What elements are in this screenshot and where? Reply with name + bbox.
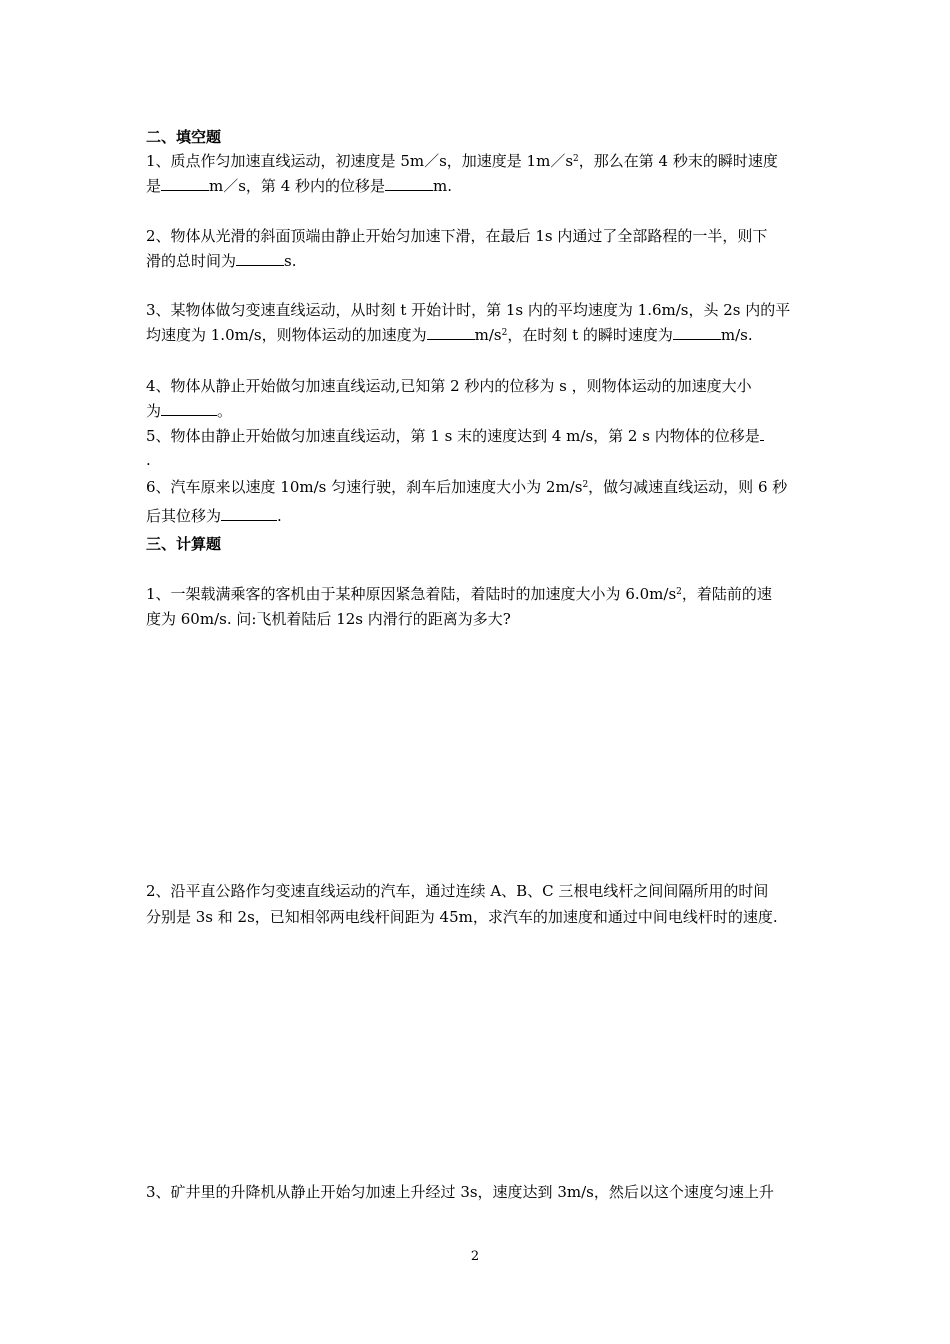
fill-q4-line1: 4、物体从静止开始做匀加速直线运动,已知第 2 秒内的位移为 s ，则物体运动的加速度大小: [146, 377, 752, 395]
fill-q3-line2: 均速度为 1.0m/s，则物体运动的加速度为 $m/s^2$，在时刻 t 的瞬时速度为 m/s.: [146, 326, 753, 344]
fill-blank-heading: 二、填空题: [146, 128, 222, 146]
fill-q5-line1: 5、物体由静止开始做匀加速直线运动，第 1 s 末的速度达到 4 m/s，第 2 s 内物体的位移是: [146, 426, 764, 446]
calc-q3-line1: 3、矿井里的升降机从静止开始匀加速上升经过 3s，速度达到 3m/s，然后以这个速度匀速上升: [146, 1183, 774, 1201]
fill-q3-line1: 3、某物体做匀变速直线运动，从时刻 t 开始计时，第 1s 内的平均速度为 1.6m/s，头 2s 内的平: [146, 301, 791, 319]
answer-blank[interactable]: [760, 426, 764, 441]
fill-q2-line1: 2、物体从光滑的斜面顶端由静止开始匀加速下滑，在最后 1s 内通过了全部路程的一半，则下: [146, 227, 768, 245]
calc-q2-line2: 分别是 3s 和 2s，已知相邻两电线杆间距为 45m，求汽车的加速度和通过中间电线杆时的速度.: [146, 908, 778, 926]
answer-blank[interactable]: [673, 325, 721, 340]
answer-blank[interactable]: [236, 251, 284, 266]
answer-blank[interactable]: [427, 325, 475, 340]
answer-blank[interactable]: [385, 176, 433, 191]
fill-q1-line2: 是 m／s，第 4 秒内的位移是 m.: [146, 177, 453, 195]
fill-q5-line2: .: [146, 451, 151, 469]
calc-q2-line1: 2、沿平直公路作匀变速直线运动的汽车，通过连续 A、B、C 三根电线杆之间间隔所用的时间: [146, 882, 769, 900]
fill-q4-line2: 为 。: [146, 402, 233, 420]
answer-blank[interactable]: [221, 506, 277, 521]
answer-blank[interactable]: [161, 176, 209, 191]
calc-q1-line2: 度为 60m/s. 问:飞机着陆后 12s 内滑行的距离为多大?: [146, 610, 511, 628]
fill-q1-line1: 1、质点作匀加速直线运动，初速度是 5m／s，加速度是 $1m/s^2$，那么在第 4 秒末的瞬时速度: [146, 152, 778, 170]
calc-q1-line1: 1、一架载满乘客的客机由于某种原因紧急着陆，着陆时的加速度大小为 $6.0m/s^2$，着陆前的速: [146, 585, 772, 603]
answer-blank[interactable]: [161, 401, 217, 416]
fill-q6-line2: 后其位移为 .: [146, 507, 282, 525]
calculation-heading: 三、计算题: [146, 535, 222, 553]
fill-q6-line1: 6、汽车原来以速度 10m/s 匀速行驶，刹车后加速度大小为 $2m/s^2$，做匀减速直线运动，则 6 秒: [146, 478, 788, 496]
fill-q2-line2: 滑的总时间为 s.: [146, 252, 297, 270]
page-number: 2: [470, 1249, 480, 1264]
